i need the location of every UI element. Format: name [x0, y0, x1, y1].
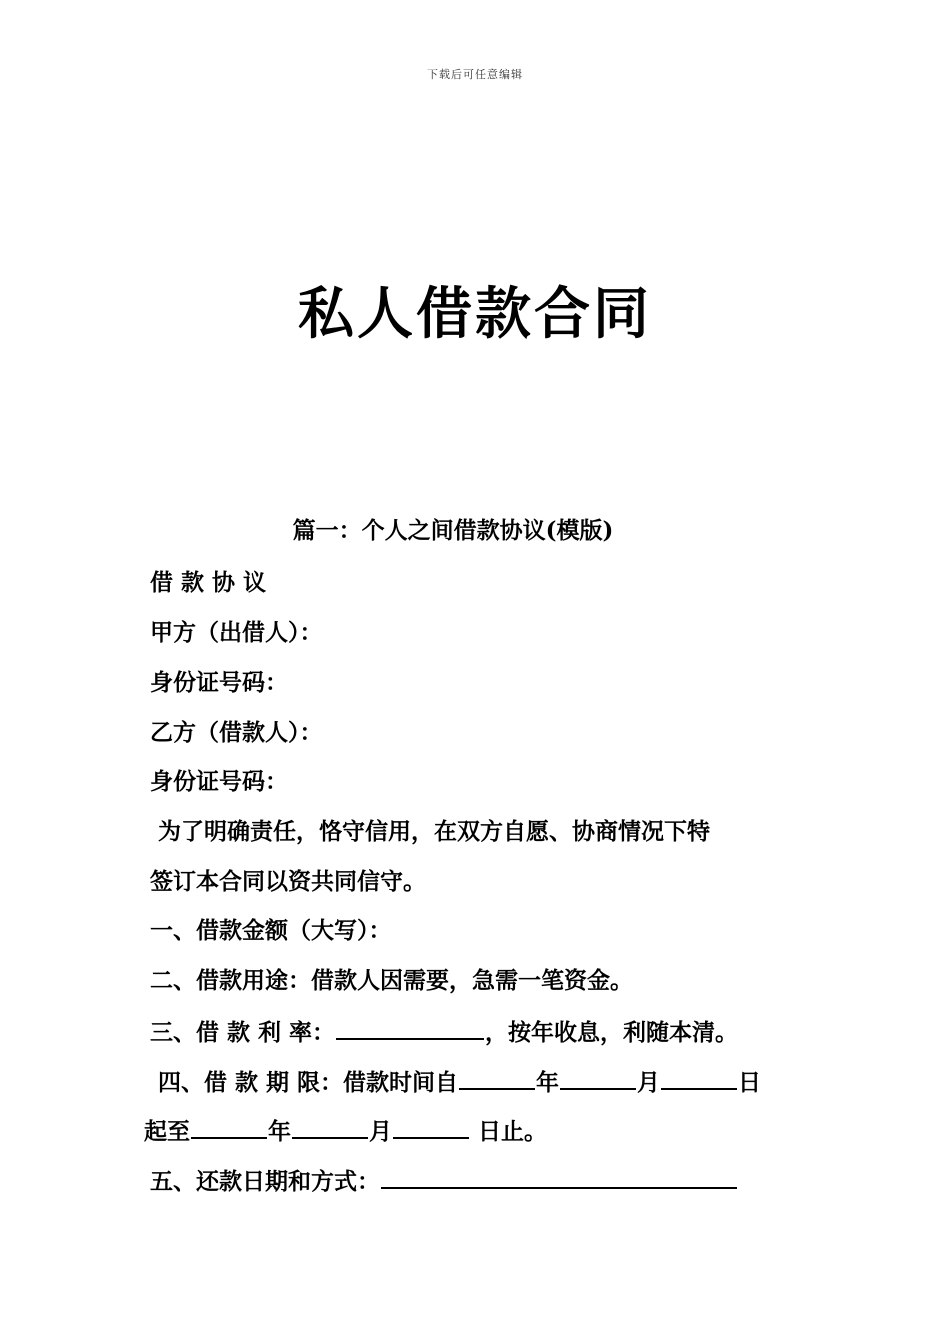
clause-loan-amount: 一、借款金额（大写）： — [150, 917, 392, 944]
term-start-year-unit: 年 — [536, 1069, 560, 1096]
term-end-month-blank — [292, 1113, 368, 1139]
term-end-year-unit: 年 — [268, 1118, 291, 1145]
term-end-tail: 日止。 — [470, 1118, 548, 1145]
party-a-label: 甲方（出借人）： — [150, 619, 323, 646]
section-title: 篇一：个人之间借款协议(模版) — [292, 517, 614, 544]
term-end-start: 起至 — [144, 1118, 190, 1145]
term-start-day-unit: 日 — [738, 1069, 762, 1096]
clause-loan-term — [150, 1064, 761, 1100]
party-a-id-label: 身份证号码： — [150, 669, 288, 696]
repayment-blank — [381, 1163, 737, 1189]
document-title: 私人借款合同 — [298, 281, 652, 347]
party-b-label: 乙方（借款人）： — [150, 719, 323, 746]
header-note: 下载后可任意编辑 — [427, 68, 523, 81]
loan-term-label: 四、借 款 期 限：借款时间自 — [150, 1069, 459, 1096]
repayment-label: 五、还款日期和方式： — [150, 1168, 380, 1195]
interest-rate-label: 三、借 款 利 率： — [150, 1019, 336, 1046]
term-start-month-blank — [560, 1064, 636, 1090]
term-start-month-unit: 月 — [637, 1069, 661, 1096]
term-start-day-blank — [661, 1064, 737, 1090]
term-end-day-blank — [393, 1113, 469, 1139]
agreement-heading: 借 款 协 议 — [150, 569, 267, 596]
clause-repayment — [150, 1163, 738, 1199]
clause-loan-purpose: 二、借款用途：借款人因需要，急需一笔资金。 — [150, 967, 633, 994]
clause-loan-term-end — [144, 1113, 547, 1149]
term-end-year-blank — [191, 1113, 267, 1139]
term-start-year-blank — [459, 1064, 535, 1090]
intro-line-2: 签订本合同以资共同信守。 — [150, 868, 426, 895]
term-end-month-unit: 月 — [369, 1118, 392, 1145]
clause-interest-rate — [150, 1014, 738, 1050]
interest-rate-tail: ，按年收息，利随本清。 — [485, 1019, 739, 1046]
intro-line-1: 为了明确责任，恪守信用，在双方自愿、协商情况下特 — [150, 818, 711, 845]
party-b-id-label: 身份证号码： — [150, 768, 288, 795]
interest-rate-blank — [336, 1014, 484, 1040]
